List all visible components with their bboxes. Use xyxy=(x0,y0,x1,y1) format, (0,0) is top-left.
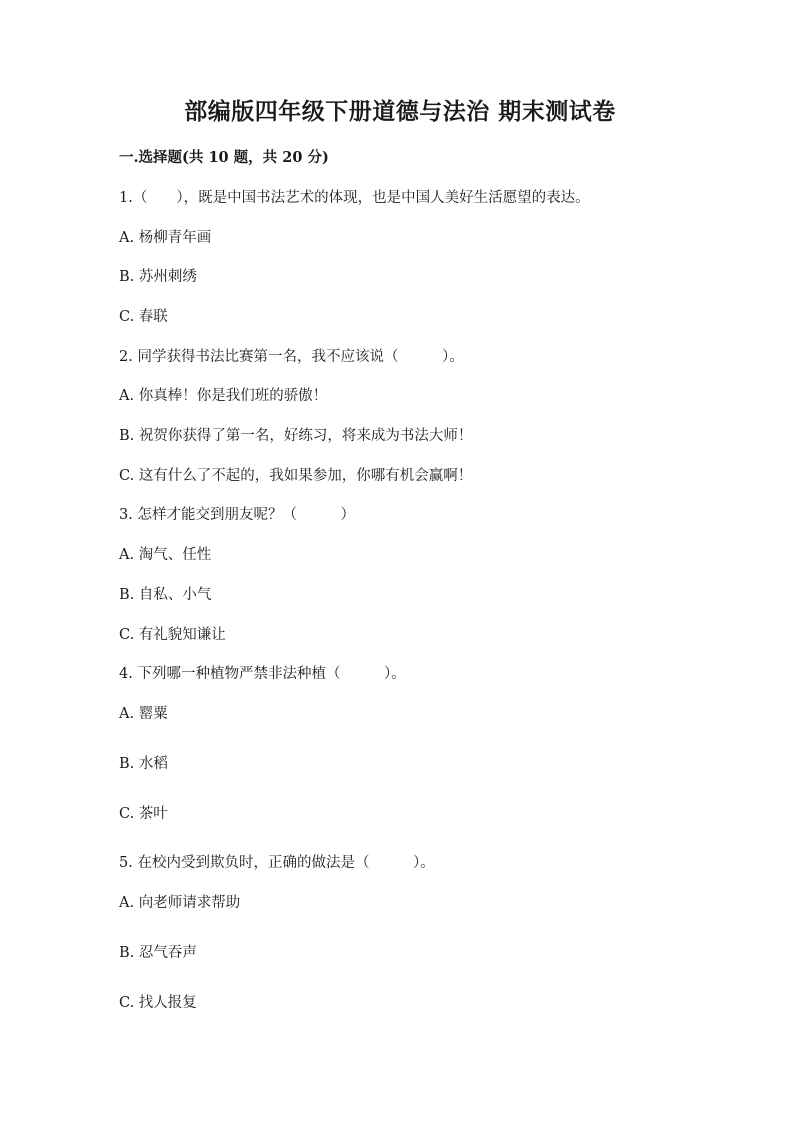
section-heading: 一.选择题(共 10 题，共 20 分) xyxy=(119,149,329,166)
question-4-option-a: A. 罂粟 xyxy=(119,706,168,722)
question-2-stem: 2. 同学获得书法比赛第一名，我不应该说（ ）。 xyxy=(119,349,464,365)
question-3-option-a: A. 淘气、任性 xyxy=(119,547,212,563)
question-3-option-b: B. 自私、小气 xyxy=(119,587,212,603)
question-4-stem: 4. 下列哪一种植物严禁非法种植（ ）。 xyxy=(119,666,406,682)
question-5-option-b: B. 忍气吞声 xyxy=(119,945,197,961)
question-3-option-c: C. 有礼貌知谦让 xyxy=(119,627,226,643)
question-1-stem: 1.（ ），既是中国书法艺术的体现，也是中国人美好生活愿望的表达。 xyxy=(119,190,590,206)
question-3-stem: 3. 怎样才能交到朋友呢？（ ） xyxy=(119,507,355,523)
question-5-option-c: C. 找人报复 xyxy=(119,995,197,1011)
question-5-option-a: A. 向老师请求帮助 xyxy=(119,895,241,911)
question-2-option-b: B. 祝贺你获得了第一名，好练习，将来成为书法大师！ xyxy=(119,428,473,444)
question-1-option-c: C. 春联 xyxy=(119,309,168,325)
question-5-stem: 5. 在校内受到欺负时，正确的做法是（ ）。 xyxy=(119,855,435,871)
question-4-option-c: C. 茶叶 xyxy=(119,806,168,822)
question-1-option-a: A. 杨柳青年画 xyxy=(119,230,212,246)
page-title: 部编版四年级下册道德与法治 期末测试卷 xyxy=(184,98,616,125)
question-2-option-c: C. 这有什么了不起的，我如果参加，你哪有机会赢啊！ xyxy=(119,468,473,484)
question-1-option-b: B. 苏州刺绣 xyxy=(119,269,197,285)
question-2-option-a: A. 你真棒！你是我们班的骄傲！ xyxy=(119,388,328,404)
question-4-option-b: B. 水稻 xyxy=(119,756,168,772)
